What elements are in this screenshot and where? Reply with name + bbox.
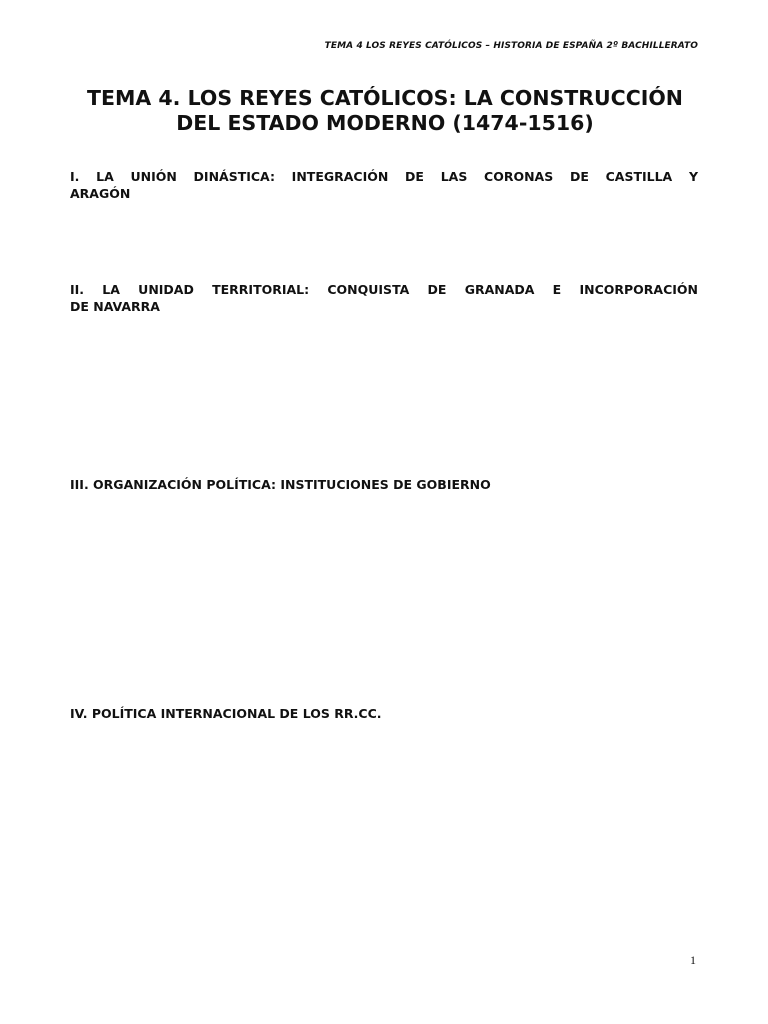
section-heading-2-line-2: DE NAVARRA bbox=[70, 299, 160, 314]
running-header: TEMA 4 LOS REYES CATÓLICOS – HISTORIA DE ESPAÑA 2º BACHILLERATO bbox=[324, 41, 698, 51]
section-heading-1 bbox=[70, 168, 698, 202]
section-heading-4-line-1: IV. POLÍTICA INTERNACIONAL DE LOS RR.CC. bbox=[70, 706, 382, 721]
page-title-line-2: DEL ESTADO MODERNO (1474-1516) bbox=[176, 111, 594, 135]
section-heading-3-line-1: III. ORGANIZACIÓN POLÍTICA: INSTITUCIONES DE GOBIERNO bbox=[70, 477, 491, 492]
section-heading-1-line-2: ARAGÓN bbox=[70, 186, 131, 201]
section-heading-2 bbox=[70, 281, 698, 315]
page-title bbox=[60, 86, 710, 136]
page-number: 1 bbox=[690, 953, 696, 967]
section-heading-1-line-1: I. LA UNIÓN DINÁSTICA: INTEGRACIÓN DE LAS CORONAS DE CASTILLA Y bbox=[70, 169, 698, 184]
section-heading-3 bbox=[70, 476, 698, 493]
page-title-line-1: TEMA 4. LOS REYES CATÓLICOS: LA CONSTRUCCIÓN bbox=[87, 86, 683, 110]
section-heading-2-line-1: II. LA UNIDAD TERRITORIAL: CONQUISTA DE GRANADA E INCORPORACIÓN bbox=[70, 282, 698, 297]
section-heading-4 bbox=[70, 705, 698, 722]
